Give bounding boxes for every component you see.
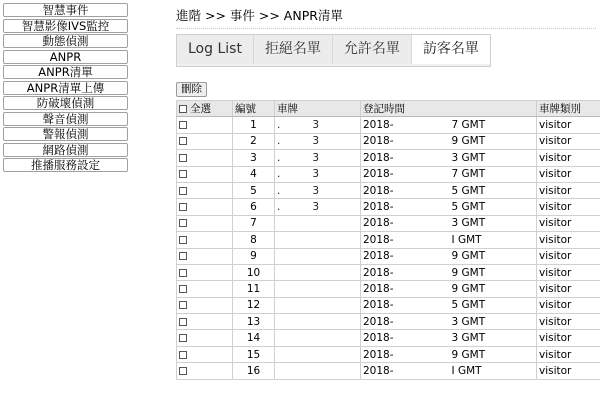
- row-number: 9: [233, 248, 275, 264]
- row-checkbox[interactable]: [179, 121, 187, 129]
- row-time-suffix: 9 GMT: [451, 250, 486, 263]
- row-number: 1: [233, 117, 275, 133]
- header-number[interactable]: 編號: [233, 101, 275, 117]
- row-select-cell: [177, 182, 233, 198]
- row-checkbox[interactable]: [179, 285, 187, 293]
- row-plate-prefix: .: [277, 119, 281, 132]
- row-plate: [275, 248, 361, 264]
- row-plate: [275, 182, 361, 198]
- delete-button[interactable]: 刪除: [176, 82, 207, 97]
- table-row: [177, 117, 600, 133]
- row-plate: [275, 199, 361, 215]
- table-row: [177, 264, 600, 280]
- sidebar-item-anpr[interactable]: ANPR: [3, 50, 128, 64]
- sidebar-item-motion-detection[interactable]: 動態偵測: [3, 34, 128, 48]
- table-header-row: [177, 101, 600, 117]
- row-time-suffix: I GMT: [451, 364, 482, 377]
- row-number: 12: [233, 297, 275, 313]
- table-row: [177, 166, 600, 182]
- row-checkbox[interactable]: [179, 367, 187, 375]
- row-type: visitor: [537, 199, 600, 215]
- row-time: [361, 248, 537, 264]
- row-time-prefix: 2018-: [363, 119, 394, 132]
- row-time-suffix: 9 GMT: [451, 348, 486, 361]
- row-time-prefix: 2018-: [363, 135, 394, 148]
- row-select-cell: [177, 215, 233, 231]
- sidebar-item-network-detection[interactable]: 網路偵測: [3, 143, 128, 157]
- tab-bar: [176, 34, 491, 67]
- table-row: [177, 297, 600, 313]
- row-time-prefix: 2018-: [363, 151, 394, 164]
- header-time[interactable]: 登記時間: [361, 101, 537, 117]
- row-number: 15: [233, 346, 275, 362]
- row-time: [361, 215, 537, 231]
- row-time-prefix: 2018-: [363, 332, 394, 345]
- row-plate-prefix: .: [277, 135, 281, 148]
- row-time-suffix: 7 GMT: [451, 168, 486, 181]
- header-type[interactable]: 車牌類別: [537, 101, 600, 117]
- row-checkbox[interactable]: [179, 219, 187, 227]
- row-type: visitor: [537, 330, 600, 346]
- row-checkbox[interactable]: [179, 252, 187, 260]
- row-plate: [275, 232, 361, 248]
- row-plate-suffix: 3: [312, 168, 320, 181]
- row-select-cell: [177, 297, 233, 313]
- row-checkbox[interactable]: [179, 334, 187, 342]
- tab-visitor-list[interactable]: 訪客名單: [412, 35, 490, 64]
- select-all-label: 全選: [190, 103, 211, 116]
- table-row: [177, 346, 600, 362]
- sidebar-item-push-service[interactable]: 推播服務設定: [3, 158, 128, 172]
- row-time-prefix: 2018-: [363, 201, 394, 214]
- row-select-cell: [177, 281, 233, 297]
- row-checkbox[interactable]: [179, 269, 187, 277]
- row-number: 4: [233, 166, 275, 182]
- row-number: 2: [233, 133, 275, 149]
- row-time-suffix: 9 GMT: [451, 135, 486, 148]
- table-row: [177, 215, 600, 231]
- row-time: [361, 117, 537, 133]
- row-time: [361, 199, 537, 215]
- row-time-prefix: 2018-: [363, 217, 394, 230]
- row-time-prefix: 2018-: [363, 348, 394, 361]
- row-number: 5: [233, 182, 275, 198]
- row-time-suffix: 9 GMT: [451, 266, 486, 279]
- row-select-cell: [177, 264, 233, 280]
- row-time-suffix: 7 GMT: [451, 119, 486, 132]
- row-time: [361, 182, 537, 198]
- row-time-suffix: 3 GMT: [451, 151, 486, 164]
- row-time-prefix: 2018-: [363, 266, 394, 279]
- row-time-suffix: 9 GMT: [451, 282, 486, 295]
- visitor-table: [176, 100, 600, 380]
- row-time: [361, 297, 537, 313]
- breadcrumb: 進階 >> 事件 >> ANPR清單: [176, 8, 343, 23]
- row-select-cell: [177, 363, 233, 379]
- header-select-all: [177, 101, 233, 117]
- table-row: [177, 248, 600, 264]
- row-type: visitor: [537, 297, 600, 313]
- table-row: [177, 330, 600, 346]
- row-type: visitor: [537, 133, 600, 149]
- row-plate: [275, 281, 361, 297]
- table-row: [177, 133, 600, 149]
- row-checkbox[interactable]: [179, 351, 187, 359]
- row-plate-suffix: 3: [312, 119, 320, 132]
- row-plate: [275, 215, 361, 231]
- row-type: visitor: [537, 264, 600, 280]
- row-time: [361, 150, 537, 166]
- row-number: 8: [233, 232, 275, 248]
- row-time-suffix: I GMT: [451, 233, 482, 246]
- row-time-suffix: 5 GMT: [451, 184, 486, 197]
- row-time: [361, 264, 537, 280]
- row-number: 3: [233, 150, 275, 166]
- table-row: [177, 199, 600, 215]
- row-checkbox[interactable]: [179, 301, 187, 309]
- row-checkbox[interactable]: [179, 318, 187, 326]
- row-checkbox[interactable]: [179, 187, 187, 195]
- row-type: visitor: [537, 150, 600, 166]
- sidebar: [3, 3, 128, 174]
- row-checkbox[interactable]: [179, 203, 187, 211]
- row-checkbox[interactable]: [179, 170, 187, 178]
- row-checkbox[interactable]: [179, 137, 187, 145]
- sidebar-item-tamper-detection[interactable]: 防破壞偵測: [3, 96, 128, 110]
- row-time-suffix: 3 GMT: [451, 217, 486, 230]
- row-time: [361, 281, 537, 297]
- breadcrumb-divider: [176, 28, 596, 29]
- row-plate: [275, 297, 361, 313]
- row-time-prefix: 2018-: [363, 168, 394, 181]
- sidebar-item-alarm-detection[interactable]: 警報偵測: [3, 127, 128, 141]
- row-plate-suffix: 3: [312, 151, 320, 164]
- row-plate: [275, 346, 361, 362]
- row-select-cell: [177, 199, 233, 215]
- row-plate: [275, 330, 361, 346]
- table-row: [177, 150, 600, 166]
- row-select-cell: [177, 133, 233, 149]
- row-number: 13: [233, 314, 275, 330]
- row-number: 7: [233, 215, 275, 231]
- visitor-table-container: [176, 100, 600, 406]
- tab-allow-list[interactable]: 允許名單: [333, 35, 412, 64]
- row-time-suffix: 3 GMT: [451, 332, 486, 345]
- select-all-checkbox[interactable]: [179, 105, 187, 113]
- row-time: [361, 314, 537, 330]
- row-plate: [275, 314, 361, 330]
- row-checkbox[interactable]: [179, 236, 187, 244]
- row-type: visitor: [537, 215, 600, 231]
- row-plate: [275, 363, 361, 379]
- row-time: [361, 133, 537, 149]
- row-time-prefix: 2018-: [363, 364, 394, 377]
- row-time-suffix: 5 GMT: [451, 299, 486, 312]
- row-plate-suffix: 3: [312, 184, 320, 197]
- row-plate-suffix: 3: [312, 201, 320, 214]
- table-row: [177, 314, 600, 330]
- row-time-prefix: 2018-: [363, 315, 394, 328]
- row-plate: [275, 166, 361, 182]
- table-body: [177, 117, 600, 379]
- sidebar-item-audio-detection[interactable]: 聲音偵測: [3, 112, 128, 126]
- row-select-cell: [177, 248, 233, 264]
- row-time-prefix: 2018-: [363, 299, 394, 312]
- row-select-cell: [177, 330, 233, 346]
- row-plate-suffix: 3: [312, 135, 320, 148]
- row-type: visitor: [537, 117, 600, 133]
- row-plate-prefix: .: [277, 151, 281, 164]
- row-select-cell: [177, 314, 233, 330]
- row-type: visitor: [537, 166, 600, 182]
- sidebar-item-anpr-list[interactable]: ANPR清單: [3, 65, 128, 79]
- table-row: [177, 281, 600, 297]
- row-select-cell: [177, 346, 233, 362]
- row-time: [361, 363, 537, 379]
- row-plate-prefix: .: [277, 184, 281, 197]
- tab-deny-list[interactable]: 拒絕名單: [254, 35, 333, 64]
- row-time: [361, 232, 537, 248]
- row-plate: [275, 133, 361, 149]
- row-time-prefix: 2018-: [363, 282, 394, 295]
- sidebar-item-anpr-list-upload[interactable]: ANPR清單上傳: [3, 81, 128, 95]
- row-select-cell: [177, 166, 233, 182]
- row-plate-prefix: .: [277, 168, 281, 181]
- row-time: [361, 330, 537, 346]
- row-type: visitor: [537, 281, 600, 297]
- row-type: visitor: [537, 363, 600, 379]
- row-number: 6: [233, 199, 275, 215]
- sidebar-item-ivs-monitor[interactable]: 智慧影像IVS監控: [3, 19, 128, 33]
- sidebar-item-smart-event[interactable]: 智慧事件: [3, 3, 128, 17]
- row-plate-prefix: .: [277, 201, 281, 214]
- row-plate: [275, 264, 361, 280]
- row-checkbox[interactable]: [179, 154, 187, 162]
- row-select-cell: [177, 117, 233, 133]
- row-time: [361, 166, 537, 182]
- row-time-suffix: 3 GMT: [451, 315, 486, 328]
- row-plate: [275, 117, 361, 133]
- row-number: 10: [233, 264, 275, 280]
- table-row: [177, 182, 600, 198]
- table-row: [177, 232, 600, 248]
- header-plate[interactable]: 車牌: [275, 101, 361, 117]
- row-time-prefix: 2018-: [363, 250, 394, 263]
- row-type: visitor: [537, 248, 600, 264]
- row-select-cell: [177, 232, 233, 248]
- row-type: visitor: [537, 232, 600, 248]
- row-select-cell: [177, 150, 233, 166]
- row-type: visitor: [537, 314, 600, 330]
- row-number: 14: [233, 330, 275, 346]
- row-type: visitor: [537, 346, 600, 362]
- row-time: [361, 346, 537, 362]
- row-number: 16: [233, 363, 275, 379]
- row-time-prefix: 2018-: [363, 233, 394, 246]
- row-plate: [275, 150, 361, 166]
- row-time-prefix: 2018-: [363, 184, 394, 197]
- table-row: [177, 363, 600, 379]
- row-type: visitor: [537, 182, 600, 198]
- row-number: 11: [233, 281, 275, 297]
- row-time-suffix: 5 GMT: [451, 201, 486, 214]
- tab-log-list[interactable]: Log List: [177, 35, 254, 64]
